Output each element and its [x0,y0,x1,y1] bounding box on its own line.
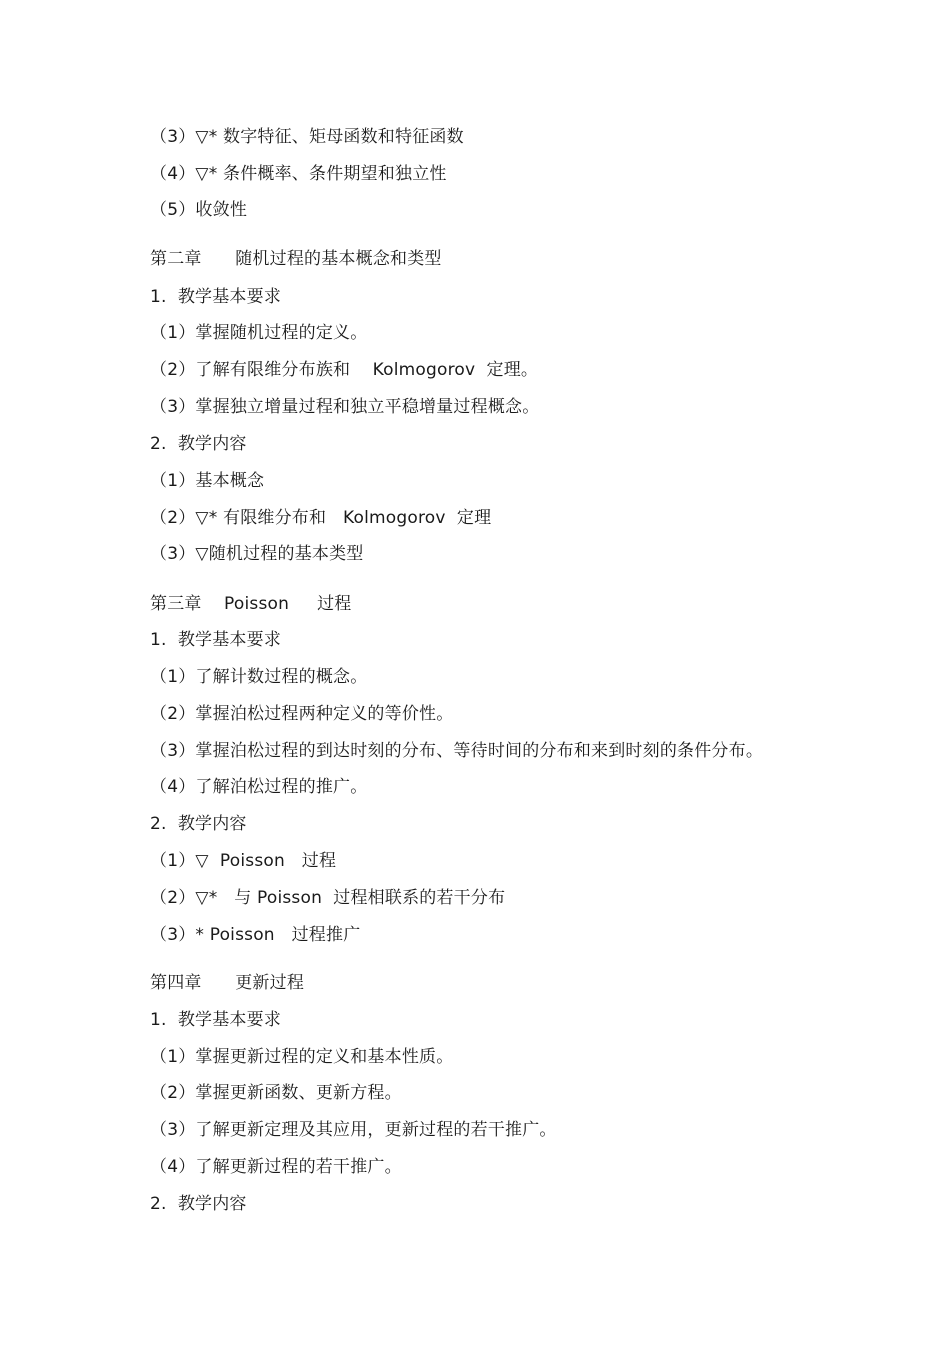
chapter-heading: 第三章 Poisson 过程 [150,594,352,614]
section-heading: 1. 教学基本要求 [150,1010,282,1030]
text-line: （1）基本概念 [150,471,265,491]
text-line: （3）掌握泊松过程的到达时刻的分布、等待时间的分布和来到时刻的条件分布。 [150,741,764,761]
text-line: （4）▽* 条件概率、条件期望和独立性 [150,164,447,184]
section-heading: 1. 教学基本要求 [150,630,282,650]
section-heading: 2. 教学内容 [150,434,247,454]
text-line: （1）掌握随机过程的定义。 [150,323,368,343]
text-line: （5）收敛性 [150,200,248,220]
text-line: （3）掌握独立增量过程和独立平稳增量过程概念。 [150,397,540,417]
text-line: （3）▽* 数字特征、矩母函数和特征函数 [150,127,464,147]
text-line: （4）了解泊松过程的推广。 [150,777,368,797]
text-line: （2）掌握更新函数、更新方程。 [150,1083,402,1103]
text-line: （1）了解计数过程的概念。 [150,667,368,687]
text-line: （2）▽* 有限维分布和 Kolmogorov 定理 [150,508,492,528]
chapter-heading: 第二章 随机过程的基本概念和类型 [150,249,442,269]
text-line: （3）了解更新定理及其应用，更新过程的若干推广。 [150,1120,557,1140]
text-line: （1）▽ Poisson 过程 [150,851,337,871]
text-line: （2）了解有限维分布族和 Kolmogorov 定理。 [150,360,539,380]
text-line: （2）▽* 与 Poisson 过程相联系的若干分布 [150,888,506,908]
text-line: （2）掌握泊松过程两种定义的等价性。 [150,704,454,724]
chapter-heading: 第四章 更新过程 [150,973,305,993]
section-heading: 2. 教学内容 [150,814,247,834]
text-line: （3）* Poisson 过程推广 [150,925,361,945]
section-heading: 1. 教学基本要求 [150,287,282,307]
text-line: （1）掌握更新过程的定义和基本性质。 [150,1047,454,1067]
section-heading: 2. 教学内容 [150,1194,247,1214]
text-line: （4）了解更新过程的若干推广。 [150,1157,402,1177]
text-line: （3）▽随机过程的基本类型 [150,544,364,564]
